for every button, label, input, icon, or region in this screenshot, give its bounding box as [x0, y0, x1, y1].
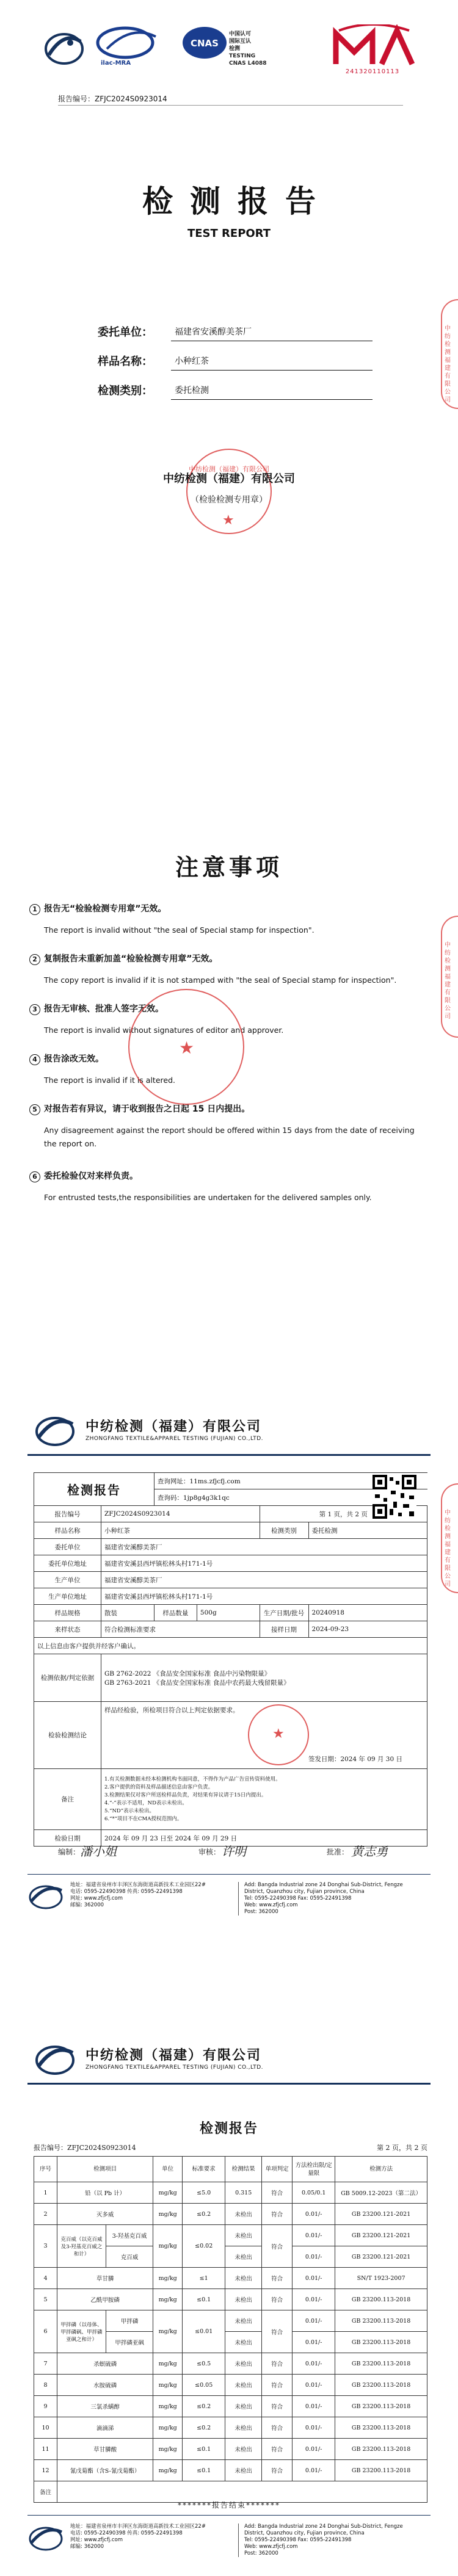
seal-text: 中纺检测（福建）有限公司 [189, 465, 269, 473]
seal-star-icon: ★ [179, 1038, 195, 1058]
cell-value: 福建省安溪醇美茶厂 [101, 1539, 427, 1555]
issue-date: 签发日期：2024 年 09 月 30 日 [308, 1756, 402, 1763]
company-logo-icon [27, 2524, 64, 2554]
cell-result: 未检出 [225, 2396, 262, 2417]
column-header: 检测项目 [57, 2157, 153, 2182]
cell-unit: mg/kg [153, 2268, 183, 2289]
remark-line: 3.检测结果仅对客户所送检样品负责，对结果有异议请于15日内提出。 [104, 1792, 267, 1798]
remark-line: 4.“-”表示不适用，ND表示未检出。 [104, 1800, 187, 1806]
cell-label: 委托单位地址 [34, 1555, 101, 1572]
cell-item: 水胺硫磷 [57, 2375, 153, 2396]
table-row [34, 2310, 427, 2332]
cell-lod: 0.01/- [293, 2396, 335, 2417]
page-footer [27, 1877, 431, 1920]
query-code: 查询码：1jp8g4g3k1qc [154, 1489, 427, 1506]
cell-lod: 0.01/- [293, 2246, 335, 2268]
cell-item: 氰戊菊酯（含S-氰戊菊酯） [57, 2460, 153, 2481]
company-name-en: ZHONGFANG TEXTILE&APPAREL TESTING (FUJIAN) CO.,LTD. [85, 1436, 264, 1442]
cnas-line: TESTING [229, 53, 256, 59]
footer-address-en [244, 1882, 415, 1916]
note-heading: 对报告若有异议，请于收到报告之日起 15 日内提出。 [44, 1104, 250, 1114]
cell-method: GB 23200.121-2021 [335, 2225, 427, 2246]
cell-item: 杀螟硫磷 [57, 2353, 153, 2375]
note-heading: 报告无审核、批准人签字无效。 [44, 1004, 164, 1014]
cell-result: 未检出 [225, 2439, 262, 2460]
field-label: 委托单位： [98, 326, 153, 339]
cell-no: 2 [34, 2204, 57, 2225]
cell-value: 福建省安溪县西坪镇松林头村171-1号 [101, 1555, 427, 1572]
results-table [34, 2156, 427, 2503]
cell-result: 未检出 [225, 2225, 262, 2246]
remark-line: 6.“*”项目不在CMA授权范围内。 [104, 1815, 183, 1822]
query-url: 查询网址：11ms.zfjcfj.com [154, 1473, 427, 1489]
cell-unit: mg/kg [153, 2225, 183, 2268]
cell-lod: 0.01/- [293, 2439, 335, 2460]
table-row [34, 2396, 427, 2417]
page-indicator: 第 2 页，共 2 页 [377, 2144, 427, 2152]
field-value: 福建省安溪醇美茶厂 [175, 327, 252, 337]
footer-line: Add: Bangda Industrial zone 24 Donghai Sub-District, Fengze [244, 2524, 403, 2530]
cell-requirement: ≤0.02 [183, 2225, 225, 2268]
column-header: 方法检出限/定量限 [293, 2157, 335, 2182]
cell-result: 未检出 [225, 2310, 262, 2332]
note-heading: 复制报告未重新加盖“检验检测专用章”无效。 [44, 954, 218, 964]
cell-unit: mg/kg [153, 2417, 183, 2439]
cell-unit: mg/kg [153, 2460, 183, 2481]
cell-item: 三氯杀螨醇 [57, 2396, 153, 2417]
cell-result: 未检出 [225, 2460, 262, 2481]
field-value: 小种红茶 [175, 356, 209, 366]
note-heading: 报告涂改无效。 [44, 1054, 104, 1064]
cell-label: 样品名称 [34, 1522, 101, 1539]
cell-lod: 0.01/- [293, 2225, 335, 2246]
footer-address-en [244, 2524, 415, 2557]
side-seal [441, 299, 458, 409]
conclusion-cell [101, 1702, 427, 1769]
cell-result: 未检出 [225, 2246, 262, 2268]
footer-line: 电话: 0595-22490398 传真: 0595-22491398 [70, 1889, 183, 1895]
company-name: 中纺检测（福建）有限公司 [85, 1419, 262, 1435]
footer-line: Post: 362000 [244, 2550, 278, 2556]
cell-requirement: ≤0.2 [183, 2204, 225, 2225]
cell-value: 福建省安溪县西坪镇松林头村171-1号 [101, 1588, 427, 1605]
cell-requirement: ≤5.0 [183, 2182, 225, 2204]
cell-sub-item: 甲拌磷 [106, 2310, 153, 2332]
cell-label: 备注 [34, 1769, 101, 1830]
cell-no: 12 [34, 2460, 57, 2481]
table-row [34, 2375, 427, 2396]
cell-value: ZFJC2024S0923014 [101, 1506, 260, 1522]
note-number: 3 [29, 1004, 40, 1015]
cell-no: 1 [34, 2182, 57, 2204]
table-row [34, 2417, 427, 2439]
footer-address-cn [70, 1882, 241, 1909]
organization-seal-label: （检验检测专用章） [191, 495, 267, 505]
note-english: For entrusted tests,the responsibilities are undertaken for the delivered samples only. [44, 1193, 372, 1202]
seal-star-icon: ★ [222, 513, 234, 528]
report-info-table [34, 1472, 427, 1847]
cell-judgement: 符合 [262, 2353, 293, 2375]
cell-sub-item: 甲拌磷亚砜 [106, 2332, 153, 2353]
remark-line: 1.有关检测数据未经本检测机构书面同意，不得作为产品广告宣传资料使用。 [104, 1776, 281, 1782]
cell-value: 符合检测标准要求 [101, 1621, 260, 1638]
field-sample [98, 353, 403, 371]
note-item [29, 1170, 426, 1204]
cnas-mark-text: CNAS [191, 38, 219, 49]
field-label: 样品名称： [98, 355, 153, 368]
footer-line: Web: www.zfjcfj.com [244, 2544, 298, 2550]
header-rule [27, 2083, 431, 2085]
cell-result: 未检出 [225, 2353, 262, 2375]
divider [238, 1882, 239, 1916]
column-header: 单项判定 [262, 2157, 293, 2182]
cell-label: 生产单位地址 [34, 1588, 101, 1605]
cell-item: 草甘膦酸 [57, 2439, 153, 2460]
remarks-cell [101, 1769, 427, 1830]
report-end: *******报告结束******* [177, 2501, 280, 2509]
cell-result: 0.315 [225, 2182, 262, 2204]
seal-star-icon: ★ [272, 1726, 285, 1742]
basis-cell [101, 1654, 427, 1702]
cell-no: 5 [34, 2289, 57, 2310]
cell-label: 生产单位 [34, 1572, 101, 1588]
cell-method: GB 23200.121-2021 [335, 2204, 427, 2225]
cell-lod: 0.01/- [293, 2204, 335, 2225]
cell-lod: 0.01/- [293, 2417, 335, 2439]
approver-label: 批准： [327, 1848, 349, 1856]
footer-line: 地址：福建省泉州市丰泽区东海街道高新技术工业园区22# [70, 1882, 206, 1888]
conclusion-text: 样品经检验，所检项目符合以上判定依据要求。 [104, 1707, 239, 1714]
footer-line: Tel: 0595-22490398 Fax: 0595-22491398 [244, 1895, 352, 1901]
footer-line: District, Quanzhou city, Fujian province, China [244, 1889, 365, 1895]
table-title: 检测报告 [34, 1473, 154, 1506]
table-row [34, 2182, 427, 2204]
cell-value: 2024 年 09 月 23 日至 2024 年 09 月 29 日 [101, 1830, 427, 1847]
cell-unit: mg/kg [153, 2204, 183, 2225]
note-number: 2 [29, 954, 40, 965]
table-row [34, 2353, 427, 2375]
company-header [27, 1410, 431, 1453]
footer-line: 邮编: 362000 [70, 2544, 104, 2550]
cell-method: SN/T 1923-2007 [335, 2268, 427, 2289]
cell-value: 福建省安溪醇美茶厂 [101, 1572, 427, 1588]
cell-method: GB 23200.113-2018 [335, 2460, 427, 2481]
cell-judgement: 符合 [262, 2225, 293, 2268]
page-title: 检测报告 [199, 2121, 258, 2136]
cnas-line: CNAS L4088 [229, 60, 267, 67]
column-header: 检测方法 [335, 2157, 427, 2182]
cell-judgement: 符合 [262, 2289, 293, 2310]
qr-code [366, 1472, 427, 1521]
cell-remark-label: 备注 [34, 2481, 57, 2503]
cell-item: 草甘膦 [57, 2268, 153, 2289]
cnas-line: 中国认可 [229, 31, 252, 37]
signature-row [58, 1840, 437, 1865]
company-logo-icon [27, 1882, 64, 1912]
cover-page [0, 0, 458, 726]
note-heading: 报告无“检验检测专用章”无效。 [44, 904, 167, 914]
underline [171, 370, 373, 371]
ilac-mra-logo [95, 24, 174, 79]
footer-line: 网址: www.zfjcfj.com [70, 2537, 123, 2543]
cell-label: 样品数量 [154, 1605, 197, 1621]
cell-lod: 0.01/- [293, 2332, 335, 2353]
cell-method: GB 23200.121-2021 [335, 2246, 427, 2268]
cell-judgement: 符合 [262, 2182, 293, 2204]
footer-address-cn [70, 2524, 241, 2550]
field-label: 检测类别： [98, 385, 153, 397]
cell-method: GB 23200.113-2018 [335, 2375, 427, 2396]
cell-method: GB 23200.113-2018 [335, 2439, 427, 2460]
footer-line: Add: Bangda Industrial zone 24 Donghai Sub-District, Fengze [244, 1882, 403, 1888]
cell-label: 报告编号 [34, 1506, 101, 1522]
footer-line: 地址：福建省泉州市丰泽区东海街道高新技术工业园区22# [70, 2524, 206, 2530]
table-row [34, 2268, 427, 2289]
report-page-1 [0, 1404, 458, 1972]
cell-judgement: 符合 [262, 2268, 293, 2289]
cell-no: 3 [34, 2225, 57, 2268]
cell-requirement: ≤0.1 [183, 2460, 225, 2481]
basis-standard: GB 2762-2022 《食品安全国家标准 食品中污染物限量》 [104, 1670, 271, 1677]
cell-method: GB 23200.113-2018 [335, 2332, 427, 2353]
cell-method: GB 5009.12-2023（第二法） [335, 2182, 427, 2204]
basis-standard: GB 2763-2021 《食品安全国家标准 食品中农药最大残留限量》 [104, 1679, 290, 1687]
cell-method: GB 23200.113-2018 [335, 2353, 427, 2375]
table-header-row [34, 2157, 427, 2182]
approver-signature: 黄志勇 [351, 1844, 388, 1859]
cell-lod: 0.01/- [293, 2289, 335, 2310]
cell-unit: mg/kg [153, 2310, 183, 2353]
cell-result: 未检出 [225, 2289, 262, 2310]
cell-value: 2024-09-23 [308, 1621, 427, 1638]
footer-rule [27, 1874, 431, 1875]
side-seal-text: 中纺检测福建有限公司 [445, 1510, 451, 1588]
cell-requirement: ≤0.1 [183, 2439, 225, 2460]
note-english: The report is invalid without "the seal of Special stamp for inspection". [44, 925, 314, 935]
underline [171, 399, 373, 400]
side-seal-text: 中纺检测福建有限公司 [445, 325, 451, 403]
cell-label: 委托单位 [34, 1539, 101, 1555]
cell-requirement: ≤0.1 [183, 2289, 225, 2310]
cell-unit: mg/kg [153, 2289, 183, 2310]
cnas-lines [229, 31, 267, 67]
cell-sub-item: 3-羟基克百威 [106, 2225, 153, 2246]
footer-rule [27, 2515, 431, 2516]
cma-code: 241320110113 [345, 68, 400, 75]
cell-requirement: ≤0.2 [183, 2396, 225, 2417]
footer-line: District, Quanzhou city, Fujian province, China [244, 2530, 365, 2536]
side-seal [441, 916, 458, 1038]
editor-signature: 潘小姐 [80, 1844, 117, 1859]
page-subtitle: TEST REPORT [187, 227, 271, 240]
cell-requirement: ≤0.2 [183, 2417, 225, 2439]
table-row [34, 2439, 427, 2460]
note-item [29, 902, 426, 937]
cell-lod: 0.01/- [293, 2460, 335, 2481]
cell-lod: 0.05/0.1 [293, 2182, 335, 2204]
report-number: 报告编号：ZFJC2024S0923014 [34, 2144, 136, 2152]
note-english: The report is invalid without signatures of editor and approver. [44, 1026, 284, 1035]
cell-requirement: ≤0.01 [183, 2310, 225, 2353]
report-number: 报告编号：ZFJC2024S0923014 [58, 95, 167, 103]
cell-label: 检验日期 [34, 1830, 101, 1847]
cell-item: 灭多威 [57, 2204, 153, 2225]
cell-value: 20240918 [308, 1605, 427, 1621]
cell-item: 甲拌磷（以母体、甲拌磷砜、甲拌磷亚砜之和计） [57, 2310, 106, 2353]
column-header: 标准要求 [183, 2157, 225, 2182]
cell-item: 滴滴涕 [57, 2417, 153, 2439]
cell-unit: mg/kg [153, 2375, 183, 2396]
company-header [27, 2039, 431, 2082]
cell-item: 克百威（以克百威及3-羟基克百威之和计） [57, 2225, 106, 2268]
cell-no: 4 [34, 2268, 57, 2289]
cell-unit: mg/kg [153, 2439, 183, 2460]
side-seal [441, 1483, 458, 1593]
cell-lod: 0.01/- [293, 2375, 335, 2396]
footer-line: Tel: 0595-22490398 Fax: 0595-22491398 [244, 2537, 352, 2543]
cnas-logo [180, 24, 278, 79]
remark-line: 5.“ND”表示未检出。 [104, 1807, 155, 1814]
cell-item: 乙酰甲胺磷 [57, 2289, 153, 2310]
cell-result: 未检出 [225, 2375, 262, 2396]
cell-method: GB 23200.113-2018 [335, 2289, 427, 2310]
accreditation-logos [43, 24, 415, 79]
organization-name: 中纺检测（福建）有限公司 [163, 472, 295, 485]
cell-lod: 0.01/- [293, 2353, 335, 2375]
divider [238, 2524, 239, 2557]
note-item [29, 952, 426, 987]
cell-label: 生产日期/批号 [260, 1605, 308, 1621]
cell-label: 检测类别 [260, 1522, 308, 1539]
field-value: 委托检测 [175, 386, 209, 396]
cell-value: 小种红茶 [101, 1522, 260, 1539]
cell-result: 未检出 [225, 2332, 262, 2353]
cell-judgement: 符合 [262, 2396, 293, 2417]
cell-judgement: 符合 [262, 2310, 293, 2353]
cell-requirement: ≤0.05 [183, 2375, 225, 2396]
footer-line: Web: www.zfjcfj.com [244, 1902, 298, 1908]
cell-judgement: 符合 [262, 2417, 293, 2439]
company-name-en: ZHONGFANG TEXTILE&APPAREL TESTING (FUJIAN) CO.,LTD. [85, 2064, 264, 2071]
checker-signature: 许明 [222, 1844, 246, 1859]
cell-no: 11 [34, 2439, 57, 2460]
cell-label: 检测依据/判定依据 [34, 1654, 101, 1702]
table-row [34, 2204, 427, 2225]
client-note: 以上信息由客户提供并经客户确认。 [34, 1638, 427, 1654]
table-row [34, 2289, 427, 2310]
side-seal-text: 中纺检测福建有限公司 [445, 942, 451, 1020]
cell-label: 样品规格 [34, 1605, 101, 1621]
column-header: 单位 [153, 2157, 183, 2182]
header-rule [27, 1454, 431, 1456]
note-english: The copy report is invalid if it is not stamped with "the seal of Special stamp for inspection". [44, 975, 397, 985]
cma-logo [330, 24, 415, 79]
cell-item: 铅（以 Pb 计） [57, 2182, 153, 2204]
note-english: Any disagreement against the report should be offered within 15 days from the date of receiving the report on. [44, 1126, 415, 1148]
cell-lod: 0.01/- [293, 2268, 335, 2289]
column-header: 检测结果 [225, 2157, 262, 2182]
cell-no: 10 [34, 2417, 57, 2439]
cell-method: GB 23200.113-2018 [335, 2396, 427, 2417]
cell-label: 检验检测结论 [34, 1702, 101, 1769]
page-indicator: 第 1 页，共 2 页 [260, 1506, 427, 1522]
cnas-line: 国际互认 [229, 38, 252, 45]
notes-title: 注意事项 [175, 854, 283, 881]
footer-line: Post: 362000 [244, 1909, 278, 1915]
company-name: 中纺检测（福建）有限公司 [85, 2048, 262, 2063]
divider [58, 105, 403, 106]
checker-label: 审核： [198, 1848, 221, 1856]
field-category [98, 382, 403, 400]
footer-line: 邮编: 362000 [70, 1902, 104, 1908]
table-row [34, 2460, 427, 2481]
field-client [98, 324, 403, 342]
ilac-text: ilac-MRA [101, 60, 131, 67]
cell-method: GB 23200.113-2018 [335, 2310, 427, 2332]
report-page-2 [0, 2027, 458, 2576]
cell-value: 散装 [101, 1605, 154, 1621]
cell-value: 委托检测 [308, 1522, 427, 1539]
cell-judgement: 符合 [262, 2460, 293, 2481]
cell-judgement: 符合 [262, 2204, 293, 2225]
note-english: The report is invalid if it is altered. [44, 1076, 175, 1085]
footer-line: 网址: www.zfjcfj.com [70, 1895, 123, 1901]
cell-method: GB 23200.113-2018 [335, 2417, 427, 2439]
cell-judgement: 符合 [262, 2439, 293, 2460]
page-footer [27, 2519, 431, 2561]
cell-label: 接样日期 [260, 1621, 308, 1638]
note-number: 6 [29, 1171, 40, 1182]
cell-unit: mg/kg [153, 2182, 183, 2204]
cell-no: 7 [34, 2353, 57, 2375]
cell-label: 来样状态 [34, 1621, 101, 1638]
cell-lod: 0.01/- [293, 2310, 335, 2332]
note-number: 1 [29, 904, 40, 915]
note-number: 4 [29, 1054, 40, 1065]
company-logo-icon [34, 2042, 76, 2079]
page-title: 检测报告 [142, 183, 333, 219]
cell-result: 未检出 [225, 2268, 262, 2289]
note-number: 5 [29, 1104, 40, 1115]
table-row [34, 2225, 427, 2246]
editor-label: 编制： [58, 1848, 81, 1856]
cell-unit: mg/kg [153, 2353, 183, 2375]
remark-line: 2.客户提供的资料及样品描述信息由客户负责。 [104, 1784, 214, 1790]
cell-requirement: ≤1 [183, 2268, 225, 2289]
cell-requirement: ≤0.5 [183, 2353, 225, 2375]
cell-value: 500g [197, 1605, 260, 1621]
cell-no: 9 [34, 2396, 57, 2417]
cell-no: 6 [34, 2310, 57, 2353]
cell-judgement: 符合 [262, 2375, 293, 2396]
cnas-line: 检测 [229, 46, 241, 52]
note-item [29, 1102, 426, 1151]
column-header: 序号 [34, 2157, 57, 2182]
company-logo-icon [34, 1413, 76, 1450]
cell-no: 8 [34, 2375, 57, 2396]
note-heading: 委托检验仅对来样负责。 [44, 1171, 138, 1181]
footer-line: 电话: 0595-22490398 传真: 0595-22491398 [70, 2530, 183, 2536]
cell-result: 未检出 [225, 2204, 262, 2225]
cell-unit: mg/kg [153, 2396, 183, 2417]
cell-sub-item: 克百威 [106, 2246, 153, 2268]
cell-result: 未检出 [225, 2417, 262, 2439]
company-logo-icon [43, 24, 85, 79]
